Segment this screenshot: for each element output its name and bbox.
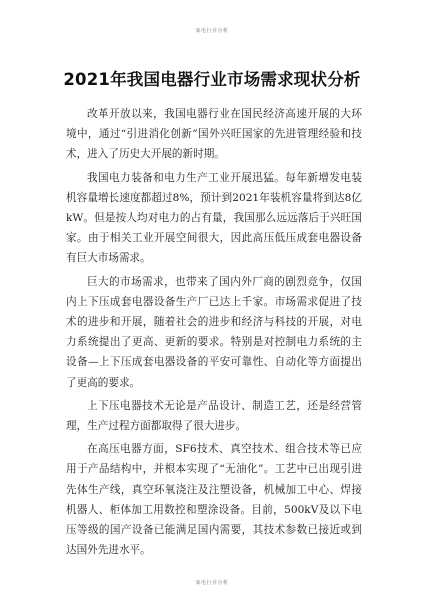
paragraph-3: 巨大的市场需求，也带来了国内外厂商的剧烈竞争，仅国内上下压成套电器设备生产厂已达上千家。市场需求促进了技术的进步和开展，随着社会的进步和经济与科技的开展，对电力系统提出了更高、更新的要求。特别是对控制电力系统的主设备—上下压成套电器设备的平安可靠性、自动化等方面提出了更高的要求。 [66, 275, 362, 389]
paragraph-2: 我国电力装备和电力生产工业开展迅猛。每年新增发电装机容量增长速度都超过8%，预计到2021年装机容量将到达8亿kW。但是按人均对电力的占有量，我国那么远远落后于兴旺国家。由于相关工业开展空间很大，因此高压低压成套电器设备有巨大市场需求。 [66, 171, 362, 265]
paragraph-5: 在高压电器方面，SF6技术、真空技术、组合技术等已应用于产品结构中，并根本实现了“无油化”。工艺中已出现引进先体生产线，真空环氧浇注及注塑设备，机械加工中心、焊接机器人、柜体加工用数控和塑涂设备。目前，500kV及以下电压等级的国产设备已能满足国内需要，其技术参数已接近或到达国外先进水平。 [66, 443, 362, 557]
page-footer: 家电行业分析 [195, 580, 229, 586]
paragraph-1: 改革开放以来，我国电器行业在国民经济高速开展的大环境中，通过“引进消化创新”国外兴旺国家的先进管理经验和技术，进入了历史大开展的新时期。 [66, 108, 362, 161]
document-body [66, 104, 362, 563]
page-header: 家电行业分析 [195, 28, 229, 34]
paragraph-4: 上下压电器技术无论是产品设计、制造工艺，还是经营管理，生产过程方面都取得了很大进步。 [66, 399, 362, 433]
document-title: 2021年我国电器行业市场需求现状分析 [63, 70, 361, 89]
